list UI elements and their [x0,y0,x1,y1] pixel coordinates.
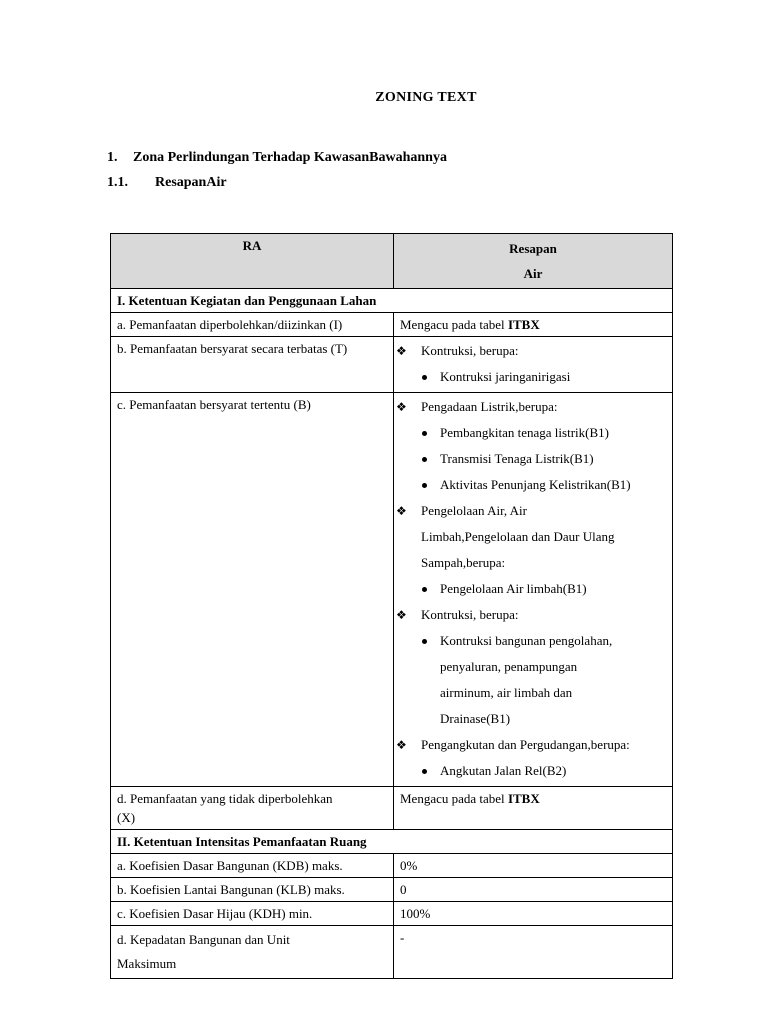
section-row-2 [111,830,673,854]
bullet-item-cont: airminum, air limbah dan [440,685,573,700]
section-heading [107,150,447,166]
bullet-item: Transmisi Tenaga Listrik(B1) [400,446,666,472]
diamond-item: ❖ Kontruksi, berupa: [400,338,666,364]
table-row [111,854,673,878]
bullet-item-cont: penyaluran, penampungan [440,659,578,674]
row-c-value [394,393,673,787]
table-row [111,393,673,787]
row-d-value [394,787,673,830]
section-row-1 [111,289,673,313]
kepadatan-label-line1: d. Kepadatan Bangunan dan Unit [117,932,290,947]
row-d-itbx: ITBX [507,791,540,806]
klb-label: b. Koefisien Lantai Bangunan (KLB) maks. [111,878,394,902]
diamond-item-cont: Limbah,Pengelolaan dan Daur Ulang [421,529,615,544]
diamond-item: ❖ Kontruksi, berupa: [400,602,666,628]
bullet-item: Aktivitas Penunjang Kelistrikan(B1) [400,472,666,498]
table-row [111,902,673,926]
kdh-value: 100% [394,902,673,926]
table-row [111,926,673,979]
bullet-item: Pengelolaan Air limbah(B1) [400,576,666,602]
table-row [111,787,673,830]
header-air: Air [523,266,543,281]
kdh-label: c. Koefisien Dasar Hijau (KDH) min. [111,902,394,926]
row-d-label-line1: d. Pemanfaatan yang tidak diperbolehkan [117,791,333,806]
kepadatan-label [111,926,394,979]
section-number: 1. [107,150,118,165]
table-row [111,337,673,393]
bullet-item: Kontruksi jaringanirigasi [400,364,666,390]
table-row [111,313,673,337]
kdb-label: a. Koefisien Dasar Bangunan (KDB) maks. [111,854,394,878]
zoning-table [110,233,673,979]
row-a-value [394,313,673,337]
diamond-item: ❖ Pengadaan Listrik,berupa: [400,394,666,420]
row-d-label [111,787,394,830]
section-title-1: I. Ketentuan Kegiatan dan Penggunaan Lahan [111,289,673,313]
header-resapan-air [394,234,673,289]
subsection-heading [107,175,227,191]
kepadatan-label-line2: Maksimum [117,956,177,971]
subsection-heading-text: ResapanAir [155,175,227,190]
klb-value: 0 [394,878,673,902]
row-a-prefix: Mengacu pada tabel [400,317,508,332]
row-a-itbx: ITBX [507,317,540,332]
bullet-item: Kontruksi bangunan pengolahan, [400,628,666,654]
kdb-value: 0% [394,854,673,878]
section-title-2: II. Ketentuan Intensitas Pemanfaatan Ruang [111,830,673,854]
row-b-value [394,337,673,393]
bullet-item: Angkutan Jalan Rel(B2) [400,758,666,784]
diamond-item: ❖ Pengelolaan Air, Air [400,498,666,524]
bullet-item-cont: Drainase(B1) [440,711,511,726]
table-header-row [111,234,673,289]
document-title: ZONING TEXT [375,90,477,105]
row-d-prefix: Mengacu pada tabel [400,791,508,806]
row-d-label-line2: (X) [117,810,136,825]
kepadatan-value: - [394,926,673,979]
row-b-label: b. Pemanfaatan bersyarat secara terbatas (T) [111,337,394,393]
diamond-item-cont: Sampah,berupa: [421,555,506,570]
subsection-number: 1.1. [107,175,128,190]
header-resapan: Resapan [509,241,557,256]
table-row [111,878,673,902]
diamond-item: ❖ Pengangkutan dan Pergudangan,berupa: [400,732,666,758]
section-heading-text: Zona Perlindungan Terhadap KawasanBawahannya [133,150,447,165]
bullet-item: Pembangkitan tenaga listrik(B1) [400,420,666,446]
row-c-label: c. Pemanfaatan bersyarat tertentu (B) [111,393,394,787]
row-a-label: a. Pemanfaatan diperbolehkan/diizinkan (I) [111,313,394,337]
header-ra: RA [111,234,394,289]
